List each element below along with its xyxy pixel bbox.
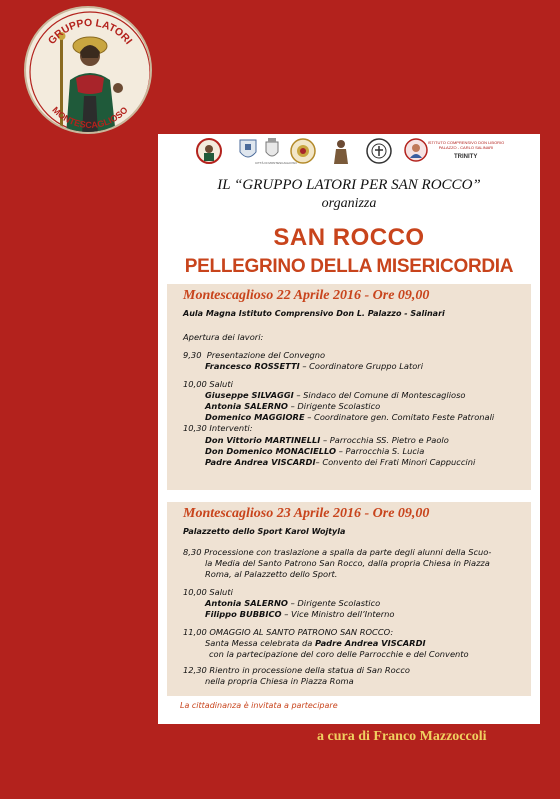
day1-item2-person2 xyxy=(205,401,380,411)
town-crest-icon xyxy=(264,138,280,160)
item-text: Saluti xyxy=(209,587,233,597)
item-text: Rientro in processione della statua di San Rocco xyxy=(209,665,410,675)
person-role: – Coordinatore Gruppo Latori xyxy=(299,361,423,371)
person-name: Antonia SALERNO xyxy=(205,598,288,608)
person-name: Francesco ROSSETTI xyxy=(205,361,300,371)
organizza-line: organizza xyxy=(321,196,377,211)
person-role: – Vice Ministro dell’Interno xyxy=(281,609,395,619)
person-role: – Parrocchia S. Lucia xyxy=(336,446,425,456)
person-role: – Sindaco del Comune di Montescaglioso xyxy=(293,390,466,400)
item-text: Presentazione del Convegno xyxy=(206,350,326,360)
day2-venue: Palazzetto dello Sport Karol Wojtyla xyxy=(183,527,346,536)
time: 11,00 xyxy=(183,627,207,637)
person-name: Domenico MAGGIORE xyxy=(205,412,305,422)
church-emblem-icon xyxy=(290,138,316,164)
school-logo-caption: ISTITUTO COMPRENSIVO DON LIBORIO PALAZZO - CARLO SALINARI xyxy=(427,140,505,150)
parish-seal-icon xyxy=(366,138,392,164)
day2-item2-person1 xyxy=(205,598,380,608)
event-subtitle: PELLEGRINO DELLA MISERICORDIA xyxy=(184,256,514,277)
person-role: – Parrocchia SS. Pietro e Paolo xyxy=(320,435,449,445)
day2-item1-line2: la Media del Santo Patrono San Rocco, dalla propria Chiesa in Piazza xyxy=(205,558,490,568)
person-name: Padre Andrea VISCARDI xyxy=(315,638,426,648)
madonna-medallion-icon xyxy=(404,138,428,162)
day1-item3-person3 xyxy=(205,457,475,467)
day2-item3-line3: con la partecipazione del coro delle Parrocchie e del Convento xyxy=(209,649,469,659)
time: 9,30 xyxy=(183,350,202,360)
day1-item2-person1 xyxy=(205,390,466,400)
saint-medallion-icon xyxy=(196,138,222,164)
invitation-note: La cittadinanza è invitata a partecipare xyxy=(180,701,338,710)
saint-figure-icon xyxy=(330,138,352,164)
item-text: OMAGGIO AL SANTO PATRONO SAN ROCCO: xyxy=(209,627,394,637)
sponsor-logos xyxy=(158,134,540,174)
item-text: Processione con traslazione a spalla da parte degli alunni della Scuo- xyxy=(204,547,492,557)
person-role: – Dirigente Scolastico xyxy=(287,598,381,608)
town-crest-caption: CITTÀ DI MONTESCAGLIOSO xyxy=(255,161,297,165)
coat-of-arms-icon xyxy=(238,138,258,162)
day1-item1 xyxy=(183,350,325,360)
trinity-caption: TRINITY xyxy=(454,154,478,160)
person-name: Don Domenico MONACIELLO xyxy=(205,446,337,456)
day2-item1 xyxy=(183,547,491,557)
day1-item3 xyxy=(183,423,253,433)
program-poster xyxy=(158,134,540,724)
day1-venue: Aula Magna Istituto Comprensivo Don L. Palazzo - Salinari xyxy=(183,309,445,318)
organizer-line: IL “GRUPPO LATORI PER SAN ROCCO” xyxy=(217,177,481,193)
credit-line: a cura di Franco Mazzoccoli xyxy=(317,729,487,744)
day1-item3-person2 xyxy=(205,446,424,456)
day1-item2 xyxy=(183,379,233,389)
day1-item2-person3 xyxy=(205,412,494,422)
day2-date: Montescaglioso 23 Aprile 2016 - Ore 09,00 xyxy=(183,506,430,521)
day2-program xyxy=(167,502,531,696)
person-role: – Coordinatore gen. Comitato Feste Patronali xyxy=(304,412,495,422)
time: 10,30 xyxy=(183,423,207,433)
day1-item1-person xyxy=(205,361,423,371)
day1-item3-person1 xyxy=(205,435,449,445)
item-text: Saluti xyxy=(209,379,233,389)
day2-item2 xyxy=(183,587,233,597)
day2-item3 xyxy=(183,627,393,637)
time: 8,30 xyxy=(183,547,202,557)
gruppo-latori-seal xyxy=(24,6,152,134)
item-text: Interventi: xyxy=(209,423,253,433)
person-role: – Convento dei Frati Minori Cappuccini xyxy=(315,457,476,467)
day2-item2-person2 xyxy=(205,609,394,619)
item-text: Santa Messa celebrata da xyxy=(205,638,316,648)
seal-bottom-text: MONTESCAGLIOSO xyxy=(50,104,130,131)
person-name: Padre Andrea VISCARDI xyxy=(205,457,316,467)
day2-item3-line2 xyxy=(205,638,426,648)
day1-program xyxy=(167,284,531,490)
seal-top-text: GRUPPO LATORI xyxy=(45,16,135,47)
day1-date: Montescaglioso 22 Aprile 2016 - Ore 09,00 xyxy=(183,288,430,303)
day2-item4 xyxy=(183,665,410,675)
person-name: Giuseppe SILVAGGI xyxy=(205,390,294,400)
event-title: SAN ROCCO xyxy=(273,224,425,251)
day2-item4-line2: nella propria Chiesa in Piazza Roma xyxy=(205,676,354,686)
person-name: Antonia SALERNO xyxy=(205,401,288,411)
day1-opening: Apertura dei lavori: xyxy=(183,332,264,342)
person-name: Don Vittorio MARTINELLI xyxy=(205,435,321,445)
seal-art xyxy=(26,8,152,134)
person-name: Filippo BUBBICO xyxy=(205,609,282,619)
time: 10,00 xyxy=(183,587,207,597)
time: 10,00 xyxy=(183,379,207,389)
time: 12,30 xyxy=(183,665,207,675)
person-role: – Dirigente Scolastico xyxy=(287,401,381,411)
day2-item1-line3: Roma, al Palazzetto dello Sport. xyxy=(205,569,338,579)
